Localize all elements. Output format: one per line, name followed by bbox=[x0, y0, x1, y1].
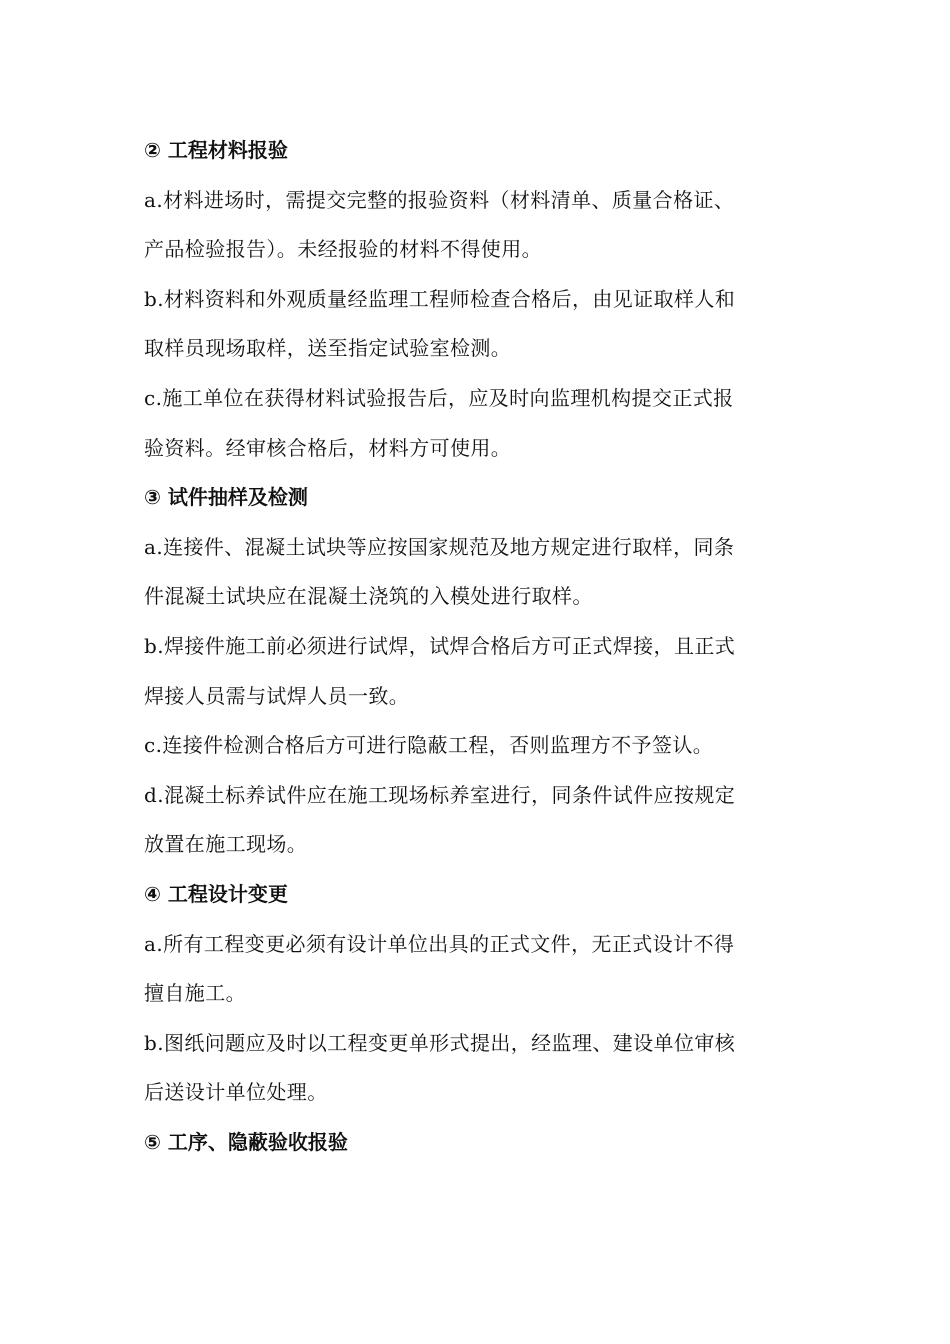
section-heading: ③ 试件抽样及检测 bbox=[144, 485, 308, 510]
paragraph-line: a.连接件、混凝土试块等应按国家规范及地方规定进行取样，同条 bbox=[144, 534, 735, 559]
section-specimen-sampling bbox=[144, 473, 804, 870]
paragraph-line: d.混凝土标养试件应在施工现场标养室进行，同条件试件应按规定 bbox=[144, 782, 736, 807]
paragraph-line: 验资料。经审核合格后，材料方可使用。 bbox=[144, 435, 512, 460]
paragraph bbox=[144, 721, 804, 771]
paragraph-line: b.材料资料和外观质量经监理工程师检查合格后，由见证取样人和 bbox=[144, 286, 736, 311]
paragraph-line: 后送设计单位处理。 bbox=[144, 1080, 328, 1105]
section-material-inspection bbox=[144, 126, 804, 473]
paragraph-line: b.图纸问题应及时以工程变更单形式提出，经监理、建设单位审核 bbox=[144, 1030, 736, 1055]
paragraph bbox=[144, 374, 804, 473]
paragraph-line: a.材料进场时，需提交完整的报验资料（材料清单、质量合格证、 bbox=[144, 187, 735, 212]
paragraph-line: 放置在施工现场。 bbox=[144, 832, 308, 857]
section-heading: ② 工程材料报验 bbox=[144, 138, 288, 162]
paragraph-line: 取样员现场取样，送至指定试验室检测。 bbox=[144, 336, 512, 361]
paragraph bbox=[144, 523, 804, 622]
paragraph-line: a.所有工程变更必须有设计单位出具的正式文件，无正式设计不得 bbox=[144, 931, 735, 956]
paragraph bbox=[144, 920, 804, 1019]
paragraph bbox=[144, 771, 804, 870]
section-heading: ⑤ 工序、隐蔽验收报验 bbox=[144, 1129, 348, 1154]
document-body bbox=[144, 126, 804, 1167]
paragraph-line: b.焊接件施工前必须进行试焊，试焊合格后方可正式焊接，且正式 bbox=[144, 633, 736, 658]
paragraph bbox=[144, 176, 804, 275]
paragraph-line: 焊接人员需与试焊人员一致。 bbox=[144, 683, 410, 708]
section-design-change bbox=[144, 870, 804, 1118]
paragraph-line: 产品检验报告）。未经报验的材料不得使用。 bbox=[144, 237, 542, 262]
section-process-acceptance bbox=[144, 1118, 804, 1168]
paragraph-line: c.连接件检测合格后方可进行隐蔽工程，否则监理方不予签认。 bbox=[144, 733, 714, 758]
paragraph-line: c.施工单位在获得材料试验报告后，应及时向监理机构提交正式报 bbox=[144, 385, 734, 410]
section-heading: ④ 工程设计变更 bbox=[144, 881, 288, 906]
paragraph-line: 擅自施工。 bbox=[144, 981, 246, 1006]
paragraph bbox=[144, 622, 804, 721]
paragraph-line: 件混凝土试块应在混凝土浇筑的入模处进行取样。 bbox=[144, 584, 593, 609]
paragraph bbox=[144, 275, 804, 374]
paragraph bbox=[144, 1019, 804, 1118]
